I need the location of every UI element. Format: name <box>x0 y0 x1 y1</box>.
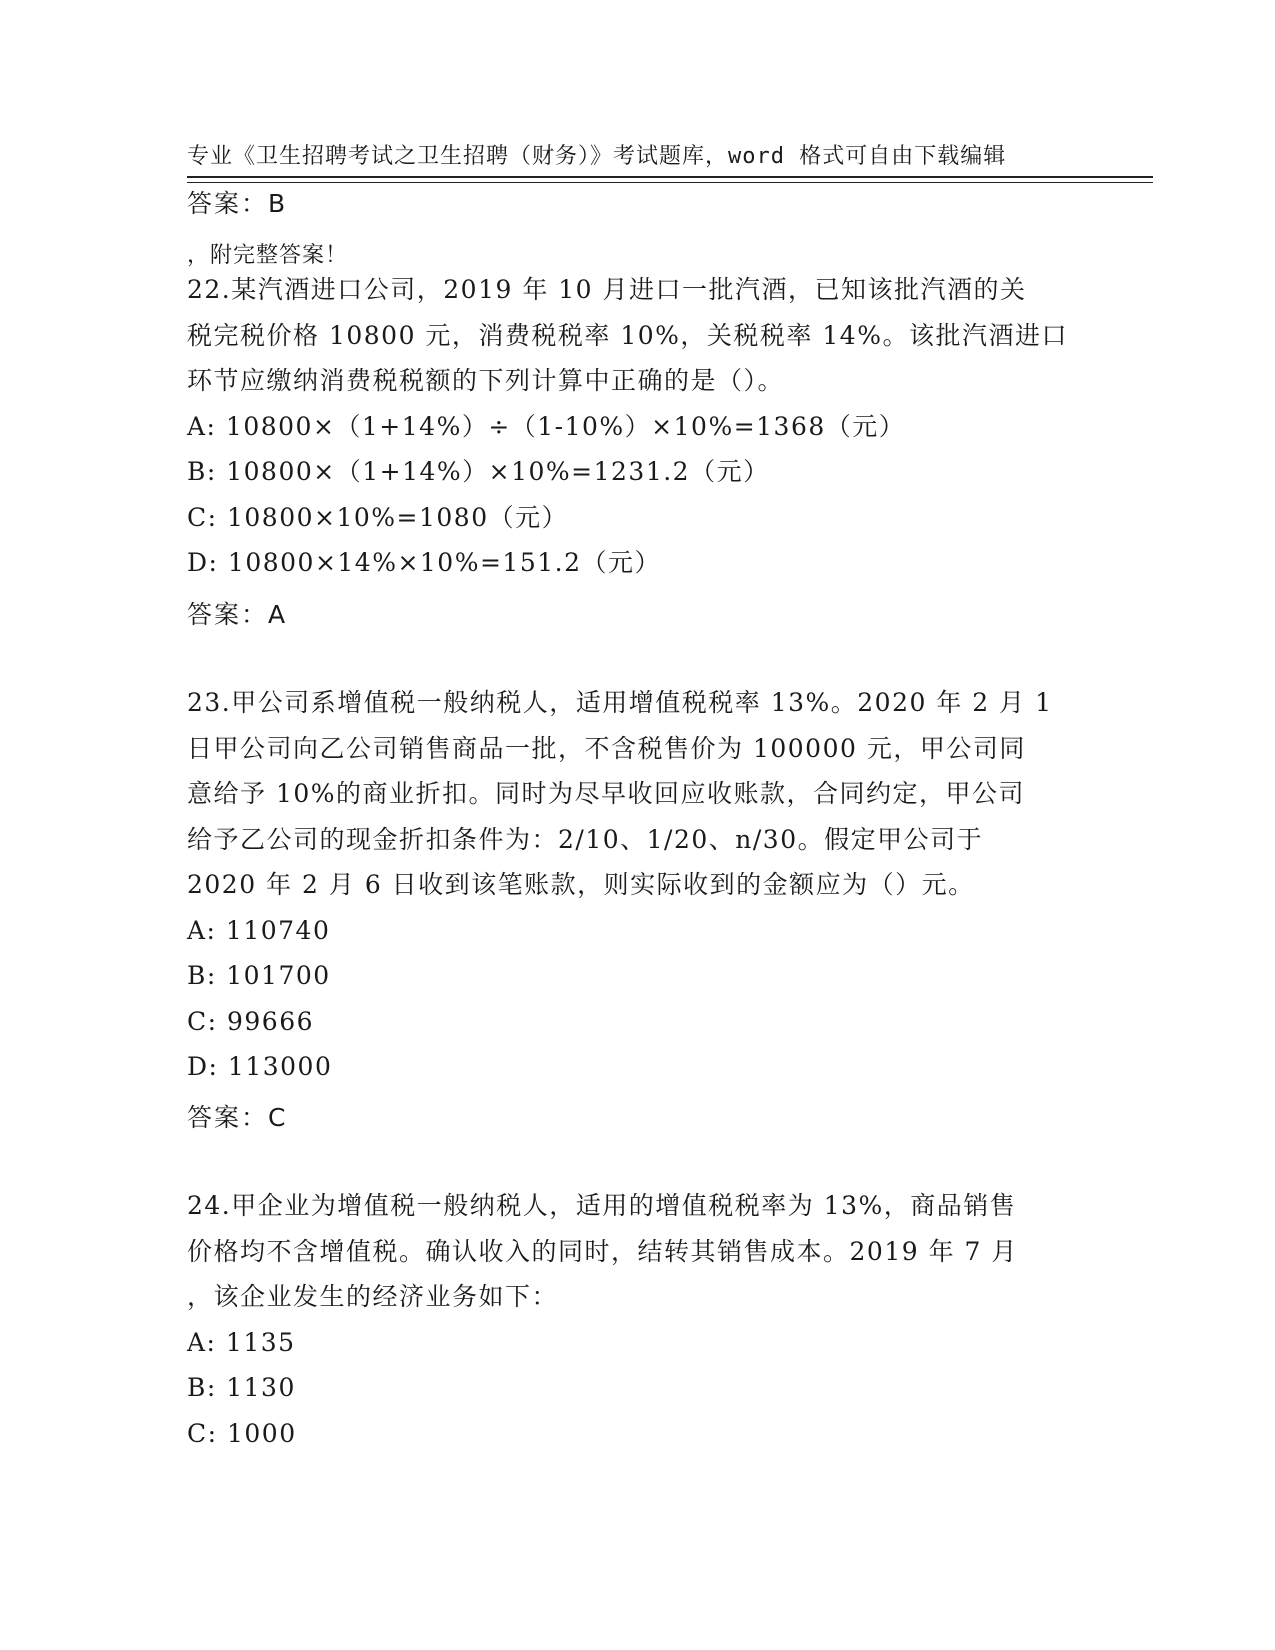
question-22-line-2: 税完税价格 10800 元，消费税税率 10%，关税税率 14%。该批汽酒进口 <box>187 320 1068 350</box>
question-24-option-c: C: 1000 <box>187 1418 297 1448</box>
question-22-line-1: 22.某汽酒进口公司，2019 年 10 月进口一批汽酒，已知该批汽酒的关 <box>187 275 1027 304</box>
question-23-option-d: D: 113000 <box>187 1052 333 1081</box>
header-rule-thin <box>187 182 1153 183</box>
question-22-option-b: B: 10800×（1+14%）×10%=1231.2（元） <box>187 457 770 486</box>
header-rule-thick <box>187 176 1153 178</box>
question-24-line-1: 24.甲企业为增值税一般纳税人，适用的增值税税率为 13%，商品销售 <box>187 1191 1017 1220</box>
question-24-option-b: B: 1130 <box>187 1373 296 1402</box>
question-22-line-3: 环节应缴纳消费税税额的下列计算中正确的是（）。 <box>187 366 785 395</box>
question-23-line-4: 给予乙公司的现金折扣条件为：2/10、1/20、n/30。假定甲公司于 <box>187 824 984 854</box>
question-23-option-a: A: 110740 <box>187 915 331 945</box>
question-23-line-2: 日甲公司向乙公司销售商品一批，不含税售价为 100000 元，甲公司同 <box>187 733 1026 763</box>
answer-21: 答案：B <box>187 189 288 218</box>
question-23-line-1: 23.甲公司系增值税一般纳税人，适用增值税税率 13%。2020 年 2 月 1 <box>187 688 1053 717</box>
question-24 <box>187 1183 1087 1456</box>
header-line-1: 专业《卫生招聘考试之卫生招聘（财务）》考试题库，word 格式可自由下载编辑 <box>187 144 1007 169</box>
question-24-line-3: ，该企业发生的经济业务如下： <box>187 1282 559 1311</box>
question-22-option-d: D: 10800×14%×10%=151.2（元） <box>187 548 661 577</box>
answer-22: 答案：A <box>187 600 288 629</box>
question-23-line-3: 意给予 10%的商业折扣。同时为尽早收回应收账款，合同约定，甲公司 <box>187 779 1026 808</box>
header-line-2: ，附完整答案！ <box>187 243 349 268</box>
question-22 <box>187 267 1087 586</box>
question-23-line-5: 2020 年 2 月 6 日收到该笔账款，则实际收到的金额应为（）元。 <box>187 870 975 899</box>
question-22-option-a: A: 10800×（1+14%）÷（1-10%）×10%=1368（元） <box>187 411 906 441</box>
question-23-option-b: B: 101700 <box>187 961 331 990</box>
question-23-option-c: C: 99666 <box>187 1006 315 1036</box>
question-24-option-a: A: 1135 <box>187 1327 296 1357</box>
question-22-option-c: C: 10800×10%=1080（元） <box>187 502 569 532</box>
answer-23: 答案：C <box>187 1103 288 1132</box>
question-24-line-2: 价格均不含增值税。确认收入的同时，结转其销售成本。2019 年 7 月 <box>187 1236 1018 1266</box>
question-23 <box>187 680 1087 1090</box>
